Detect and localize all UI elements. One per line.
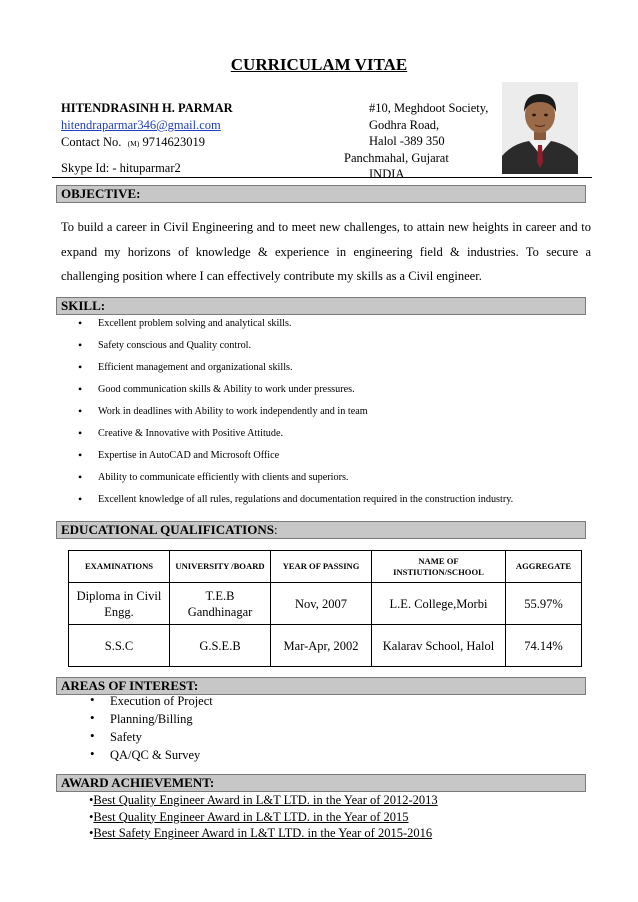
award-item <box>89 809 438 826</box>
table-header-row <box>69 551 582 583</box>
portrait-image <box>502 82 578 174</box>
email-link[interactable]: hitendraparmar346@gmail.com <box>61 118 221 132</box>
award-text: Best Quality Engineer Award in L&T LTD. in the Year of 2012-2013 <box>93 793 438 807</box>
table-row <box>69 625 582 667</box>
cell-year: Mar-Apr, 2002 <box>271 625 372 667</box>
skill-item: • Excellent problem solving and analytical skills. <box>98 318 292 329</box>
education-table <box>68 550 582 667</box>
candidate-name: HITENDRASINH H. PARMAR <box>61 101 233 115</box>
cell-examination: S.S.C <box>69 625 170 667</box>
skill-item: • Ability to communicate efficiently with clients and superiors. <box>98 472 348 483</box>
skill-item: • Efficient management and organizational skills. <box>98 362 293 373</box>
cell-institution: Kalarav School, Halol <box>372 625 506 667</box>
contact-number <box>61 134 233 152</box>
skill-item: • Expertise in AutoCAD and Microsoft Office <box>98 450 279 461</box>
cell-aggregate: 74.14% <box>506 625 582 667</box>
award-text: Best Safety Engineer Award in L&T LTD. in the Year of 2015-2016 <box>93 826 433 840</box>
award-heading: AWARD ACHIEVEMENT: <box>56 774 586 792</box>
mobile-tag: (M) <box>127 139 140 148</box>
header-year: YEAR OF PASSING <box>271 551 372 583</box>
header-institution: NAME OF INSTIUTION/SCHOOL <box>372 551 506 583</box>
header-divider <box>52 177 592 178</box>
interest-item: • Execution of Project <box>110 694 213 709</box>
award-bullet: • <box>89 826 94 840</box>
interest-item: • QA/QC & Survey <box>110 748 200 763</box>
objective-heading: OBJECTIVE: <box>56 185 586 203</box>
cell-aggregate: 55.97% <box>506 583 582 625</box>
skype-id: Skype Id: - hituparmar2 <box>61 161 181 175</box>
education-heading <box>56 521 586 539</box>
phone-number: 9714623019 <box>142 135 205 149</box>
header-aggregate: AGGREGATE <box>506 551 582 583</box>
interest-item: • Safety <box>110 730 142 745</box>
skill-item: • Excellent knowledge of all rules, regulations and documentation required in the construction industry. <box>98 494 513 505</box>
award-text: Best Quality Engineer Award in L&T LTD. in the Year of 2015 <box>93 809 409 824</box>
education-heading-suffix: : <box>273 522 278 537</box>
table-row <box>69 583 582 625</box>
profile-photo <box>502 82 578 174</box>
award-item <box>89 825 438 842</box>
page-title: CURRICULAM VITAE <box>230 55 408 74</box>
header-examinations: EXAMINATIONS <box>69 551 170 583</box>
interests-heading: AREAS OF INTEREST: <box>56 677 586 695</box>
skill-item: • Safety conscious and Quality control. <box>98 340 251 351</box>
address-line-4: Panchmahal, Gujarat <box>344 150 449 165</box>
contact-label: Contact No. <box>61 135 122 149</box>
skill-item: • Good communication skills & Ability to work under pressures. <box>98 384 355 395</box>
cell-institution: L.E. College,Morbi <box>372 583 506 625</box>
address-line-5: INDIA <box>369 167 405 181</box>
cell-examination: Diploma in Civil Engg. <box>69 583 170 625</box>
address-block <box>343 100 488 183</box>
address-line-1: #10, Meghdoot Society, <box>369 101 489 115</box>
award-list <box>89 792 438 842</box>
cell-university: G.S.E.B <box>170 625 271 667</box>
address-line-3: Halol -389 350 <box>369 134 445 148</box>
header-university: UNIVERSITY /BOARD <box>170 551 271 583</box>
contact-block <box>61 100 233 177</box>
skill-item: • Work in deadlines with Ability to work independently and in team <box>98 406 368 417</box>
award-item <box>89 792 438 809</box>
objective-text: To build a career in Civil Engineering and to meet new challenges, to attain new heights in career and to expand my horizons of knowledge & experience in engineering field & industries. To secure a challenging position where I can effectively contribute my skills as a Civil engineer. <box>61 220 591 283</box>
interest-item: • Planning/Billing <box>110 712 193 727</box>
education-heading-text: EDUCATIONAL QUALIFICATIONS <box>61 522 274 537</box>
award-bullet: • <box>89 793 94 807</box>
skill-heading: SKILL: <box>56 297 586 315</box>
address-line-2: Godhra Road, <box>369 117 440 132</box>
cell-university: T.E.B Gandhinagar <box>170 583 271 625</box>
cell-year: Nov, 2007 <box>271 583 372 625</box>
award-bullet: • <box>89 809 94 824</box>
skill-item: • Creative & Innovative with Positive Attitude. <box>98 428 283 439</box>
